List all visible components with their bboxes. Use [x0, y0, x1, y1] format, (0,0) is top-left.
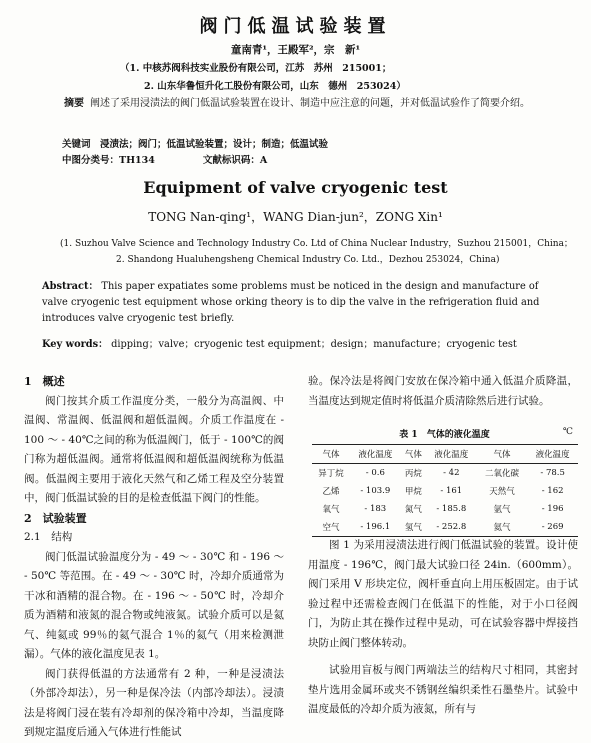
- table-header: 液化温度: [350, 445, 401, 464]
- table-unit: ℃: [562, 427, 573, 437]
- authors-en: TONG Nan-qing¹，WANG Dian-jun²，ZONG Xin¹: [148, 210, 443, 224]
- section-2-1-heading: 2.1 结构: [24, 531, 73, 543]
- keywords-cn: 关键词 浸渍法；阀门；低温试验装置；设计；制造；低温试验: [62, 139, 329, 150]
- paper-title-cn: 阀门低温试验装置: [199, 16, 392, 37]
- table-caption: 表 1 气体的液化温度: [399, 430, 490, 440]
- right-column-top: [308, 372, 578, 411]
- table-cell: 二氧化碳: [484, 469, 519, 479]
- section-2-heading: 2 试验装置: [24, 511, 87, 525]
- classification-line: [62, 152, 267, 166]
- table-cell: 异丁烷: [318, 469, 344, 479]
- table-cell: 氦气: [477, 518, 528, 537]
- table-header-row: [312, 445, 578, 464]
- document-code: 文献标识码：A: [202, 155, 268, 166]
- table-cell: - 269: [527, 518, 578, 537]
- table-header: 液化温度: [426, 445, 477, 464]
- abstract-label-cn: 摘要: [64, 98, 84, 109]
- table-cell: - 103.9: [360, 486, 391, 496]
- table-cell: 氩气: [493, 505, 511, 515]
- section-1-heading: 1 概述: [24, 375, 65, 388]
- abstract-cn: [42, 95, 552, 113]
- table-row: [312, 518, 578, 537]
- abstract-text-cn: 阐述了采用浸渍法的阀门低温试验装置在设计、制造中应注意的问题，并对低温试验作了简要介绍。: [90, 98, 530, 109]
- left-column: [24, 372, 284, 743]
- table-cell: - 42: [443, 468, 460, 478]
- affiliation-en-2: 2. Shandong Hualuhengsheng Chemical Industry Co. Ltd.，Dezhou 253024，China): [116, 255, 500, 265]
- right-paragraph-3: 试验用盲板与阀门两端法兰的结构尺寸相同，其密封垫片选用金属环或夹不锈钢丝编织柔性石墨垫片。试验中温度最低的冷却介质为液氮，所有与: [308, 664, 578, 715]
- affiliation-cn-2: 2. 山东华鲁恒升化工股份有限公司，山东 德州 253024）: [144, 81, 406, 92]
- table-header: 液化温度: [527, 445, 578, 464]
- table-cell: - 183: [364, 504, 387, 514]
- table-header: 气体: [312, 445, 350, 464]
- table-cell: - 252.8: [426, 518, 477, 537]
- abstract-text-en: This paper expatiates some problems must be noticed in the design and manufacture of valve cryogenic test equipment whose orking theory is to dip the valve in the refrigeration fluid and introduces valve cryogenic test briefly.: [42, 281, 540, 324]
- table-cell: - 185.8: [436, 504, 467, 514]
- keywords-en: [42, 336, 517, 350]
- clc-number: 中图分类号：TH134: [62, 155, 155, 166]
- right-column-bottom: [308, 536, 578, 720]
- table-cell: 空气: [312, 518, 350, 537]
- affiliation-en-1: (1. Suzhou Valve Science and Technology Industry Co. Ltd of China Nuclear Industry，Suzhou 215001，China；: [60, 239, 573, 249]
- table-cell: - 0.6: [365, 468, 385, 478]
- table-cell: 氧气: [322, 505, 340, 515]
- table-cell: 丙烷: [404, 469, 422, 479]
- table-cell: - 161: [440, 486, 463, 496]
- table-cell: - 162: [541, 486, 564, 496]
- keywords-text-en: dipping；valve；cryogenic test equipment；design；manufacture；cryogenic test: [111, 339, 517, 350]
- table-header: 气体: [401, 445, 426, 464]
- table-cell: 氢气: [401, 518, 426, 537]
- table-row: [312, 482, 578, 500]
- table-cell: 氮气: [404, 505, 422, 515]
- liquefaction-table: [312, 444, 578, 537]
- abstract-label-en: Abstract：: [42, 281, 99, 292]
- abstract-en: [42, 279, 550, 327]
- table-cell: 甲烷: [404, 487, 422, 497]
- right-paragraph-2: 图 1 为采用浸渍法进行阀门低温试验的装置。设计使用温度 - 196℃，阀门最大试验口径 24in.（600mm）。阀门采用 V 形块定位，阀杆垂直向上用压板固定。由于试验过程中还需检查阀门在低温下的性能，对于小口径阀门，为防止其在操作过程中晃动，可在试验容器中焊接挡块防止阀门整体转动。: [308, 539, 578, 649]
- table-row: [312, 464, 578, 483]
- authors-cn: 童南青¹，王殿军²，宗 新¹: [230, 44, 361, 56]
- table-title: [312, 427, 577, 440]
- paper-title-en: Equipment of valve cryogenic test: [143, 178, 448, 197]
- section-2-1-paragraph-1: 阀门低温试验温度分为 - 49 ～ - 30℃ 和 - 196 ～ - 50℃ 等范围。在 - 49 ～ - 30℃ 时，冷却介质通常为干冰和酒精的混合物。在 - 196 ～ - 50℃ 时，冷却介质为酒精和液氮的混合物或纯液氮。试验介质可以是氦气、纯氦或 99％的氦气混合 1％的氦气（用来检测泄漏）。气体的液化温度见表 1。: [24, 550, 284, 660]
- table-cell: - 196: [541, 504, 564, 514]
- table-cell: 天然气: [489, 487, 515, 497]
- table-cell: - 196.1: [350, 518, 401, 537]
- affiliation-cn-1: （1. 中核苏阀科技实业股份有限公司，江苏 苏州 215001；: [120, 63, 392, 74]
- right-paragraph-1: 验。保冷法是将阀门安放在保冷箱中通入低温介质降温，当温度达到规定值时将低温介质清除然后进行试验。: [308, 375, 578, 407]
- keywords-label-en: Key words：: [42, 339, 108, 350]
- table-cell: 乙烯: [322, 487, 340, 497]
- section-2-1-paragraph-2: 阀门获得低温的方法通常有 2 种，一种是浸渍法（外部冷却法），另一种是保冷法（内部冷却法）。浸渍法是将阀门浸在装有冷却剂的保冷箱中冷却，当温度降到规定温度后通入气体进行性能试: [24, 667, 284, 738]
- section-1-paragraph: 阀门按其介质工作温度分类，一般分为高温阀、中温阀、常温阀、低温阀和超低温阀。介质工作温度在 - 100 ～ - 40℃之间的称为低温阀门，低于 - 100℃的阀门称为超低温阀。通常将低温阀和超低温阀统称为低温阀。低温阀主要用于液化天然气和乙烯工程及空分装置中，阀门低温试验的目的是检查低温下阀门的性能。: [24, 394, 284, 504]
- table-header: 气体: [477, 445, 528, 464]
- table-row: [312, 500, 578, 518]
- table-cell: - 78.5: [540, 468, 565, 478]
